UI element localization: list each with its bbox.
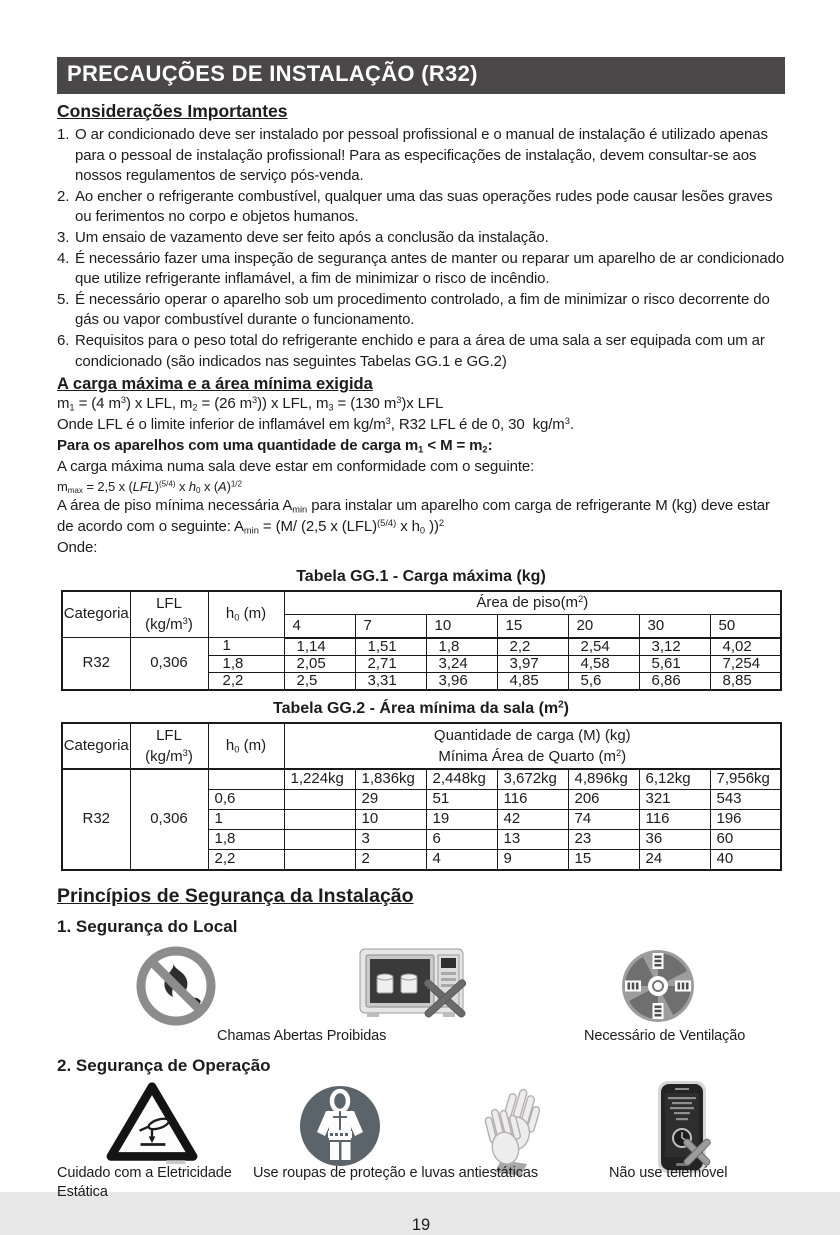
gg1-title: Tabela GG.1 - Carga máxima (kg) (296, 567, 546, 585)
gg2-cell: 4 (426, 849, 497, 870)
list-item (57, 125, 785, 187)
gg1-col-header: 7 (355, 614, 426, 638)
gg2-cell: 206 (568, 789, 639, 809)
gg2-header-lfl-line2: $(kg/m^3)$ (145, 747, 193, 765)
gg2-cell (284, 809, 355, 829)
gg2-kg-header: 7,956kg (710, 769, 781, 790)
gg2-kg-header: 3,672kg (497, 769, 568, 790)
gg1-cell: 6,86 (639, 672, 710, 690)
gg1-header-lfl-line1: LFL (156, 595, 182, 613)
list-item-number: 5. (57, 290, 70, 308)
gg1-cell: 2,5 (284, 672, 355, 690)
gg2-cell: 116 (639, 809, 710, 829)
page-content (57, 57, 785, 1235)
label-nao-use-telemovel: Não use telemóvel (609, 1164, 728, 1181)
gg2-kg-header: 2,448kg (426, 769, 497, 790)
gg2-header-h0: $h_0$ (m) (208, 723, 284, 769)
gg2-header-lfl (130, 723, 208, 769)
seguranca-operacao-icons (57, 1080, 785, 1208)
gg1-cell: 2,54 (568, 638, 639, 656)
microwave-crossed-icon (357, 943, 469, 1027)
gg1-col-header: 20 (568, 614, 639, 638)
gg1-h0-value: 2,2 (208, 672, 284, 690)
list-item (57, 187, 785, 228)
gg2-cell: 543 (710, 789, 781, 809)
heading-para-aparelhos: Para os aparelhos com uma quantidade de carga $m_1 < M = m_2$: (57, 436, 493, 455)
gg1-cell: 1,14 (284, 638, 355, 656)
gg2-header-quantidade-line2: Mínima Área de Quarto $(m^2)$ (438, 747, 627, 765)
gg2-cell: 116 (497, 789, 568, 809)
gg2-cell (284, 829, 355, 849)
gg1-col-header: 4 (284, 614, 355, 638)
gg2-kg-header: 1,836kg (355, 769, 426, 790)
gg2-h0-value: 0,6 (208, 789, 284, 809)
list-item-text: Um ensaio de vazamento deve ser feito após a conclusão da instalação. (75, 228, 549, 246)
gg1-cell: 4,85 (497, 672, 568, 690)
tabela-gg1 (61, 590, 782, 691)
gg1-cell: 2,05 (284, 655, 355, 672)
gg2-cell: 3 (355, 829, 426, 849)
page-number: 19 (411, 1215, 431, 1234)
label-ventilacao: Necessário de Ventilação (584, 1027, 746, 1044)
gg1-header-h0: $h_0$ (m) (208, 591, 284, 638)
heading-seguranca-operacao: 2. Segurança de Operação (57, 1055, 271, 1075)
heading-consideracoes: Considerações Importantes (57, 101, 288, 121)
list-item (57, 249, 785, 290)
label-chamas-abertas: Chamas Abertas Proibidas (217, 1027, 387, 1044)
gg2-cell: 15 (568, 849, 639, 870)
list-item-text: É necessário operar o aparelho sob um procedimento controlado, a fim de minimizar o risco decorrente do gás ou vapor combustível durante o funcionamento. (75, 290, 770, 329)
seguranca-local-icons (57, 941, 785, 1047)
gg1-header-categoria: Categoria (62, 591, 130, 638)
list-item-number: 6. (57, 331, 70, 349)
gg2-cell: 6 (426, 829, 497, 849)
gg2-cell: 19 (426, 809, 497, 829)
gg1-lfl-value: 0,306 (130, 638, 208, 690)
gg1-col-header: 50 (710, 614, 781, 638)
gg2-kg-header: 4,896kg (568, 769, 639, 790)
gg2-cell: 24 (639, 849, 710, 870)
gg1-cell: 3,96 (426, 672, 497, 690)
gg2-cell: 29 (355, 789, 426, 809)
gg2-header-categoria: Categoria (62, 723, 130, 769)
gg1-header-area: Área de $piso(m^2)$ (284, 591, 781, 615)
gg2-h0-value: 1,8 (208, 829, 284, 849)
gg1-cell: 2,2 (497, 638, 568, 656)
gg1-cell: 2,71 (355, 655, 426, 672)
gg2-cell: 40 (710, 849, 781, 870)
gg1-cell: 3,31 (355, 672, 426, 690)
list-item (57, 331, 785, 372)
gg1-header-lfl-line2: $(kg/m^3)$ (145, 616, 193, 634)
list-item-number: 3. (57, 228, 70, 246)
label-eletricidade-estatica: Cuidado com a Eletricidade Estática (57, 1164, 232, 1200)
consideracoes-list (57, 125, 785, 372)
list-item-number: 1. (57, 126, 70, 143)
gg2-cell (284, 789, 355, 809)
gg2-header-lfl-line1: LFL (156, 726, 182, 744)
list-item-text: É necessário fazer uma inspeção de segurança antes de manter ou reparar um aparelho de ar condicionado que utilize refrigerante inflamável, a fim de minimizar o risco de incêndio. (75, 249, 785, 288)
gg2-cell: 74 (568, 809, 639, 829)
gg1-cell: 3,24 (426, 655, 497, 672)
gg2-header-quantidade (284, 723, 781, 769)
gg2-cell: 10 (355, 809, 426, 829)
gg2-h0-value (208, 769, 284, 790)
gg2-cell: 36 (639, 829, 710, 849)
formula-m123: $m_1 = (4$ $m^3$) x LFL, $m_2 = (26$ $m^3$)) x LFL, $m_3 = (130$ $m^3)x$ LFL (57, 395, 444, 413)
gg1-cell: 4,02 (710, 638, 781, 656)
text-conformidade: A carga máxima numa sala deve estar em conformidade com o seguinte: (57, 457, 535, 475)
gg2-kg-header: 1,224kg (284, 769, 355, 790)
gg2-h0-value: 1 (208, 809, 284, 829)
list-item (57, 290, 785, 331)
gg1-h0-value: 1,8 (208, 655, 284, 672)
gg1-cell: 3,12 (639, 638, 710, 656)
ventilation-fan-icon (619, 947, 697, 1025)
gg1-categoria-value: R32 (62, 638, 130, 690)
gg2-cell: 9 (497, 849, 568, 870)
gg2-cell: 13 (497, 829, 568, 849)
gg1-cell: 1,51 (355, 638, 426, 656)
list-item-text: Ao encher o refrigerante combustível, qualquer uma das suas operações rudes pode causar lesões graves ou ferimentos no corpo e objetos humanos. (75, 187, 773, 226)
gg1-cell: 8,85 (710, 672, 781, 690)
gg2-cell: 42 (497, 809, 568, 829)
page-title: PRECAUÇÕES DE INSTALAÇÃO (R32) (57, 57, 785, 94)
formula-amin: A área de piso mínima necessária $A_{min}$ para instalar um aparelho com carga de refrigerante M (kg) deve estar de acordo com o seguinte: $A_{min} = (M/$ (2,5 x (LFL)$^{(5/4)}$ x $h_0$ ))$^2$ (57, 497, 770, 536)
gg2-cell: 2 (355, 849, 426, 870)
list-item-number: 4. (57, 249, 70, 267)
no-open-flame-icon (133, 943, 219, 1029)
gg2-cell: 23 (568, 829, 639, 849)
gg1-cell: 4,58 (568, 655, 639, 672)
gg2-cell: 196 (710, 809, 781, 829)
gg1-col-header: 10 (426, 614, 497, 638)
gg2-h0-value: 2,2 (208, 849, 284, 870)
list-item (57, 228, 785, 249)
heading-carga-maxima: A carga máxima e a área mínima exigida (57, 375, 373, 394)
protective-suit-icon (299, 1080, 381, 1172)
gg1-h0-value: 1 (208, 638, 284, 656)
gg2-cell: 51 (426, 789, 497, 809)
gg2-cell: 60 (710, 829, 781, 849)
text-onde-lfl: Onde LFL é o limite inferior de inflamável em $kg/m^3$, R32 LFL é de 0, 30 $kg/m^3$. (57, 415, 574, 433)
gg1-cell: 5,6 (568, 672, 639, 690)
antistatic-gloves-icon (471, 1080, 549, 1176)
gg2-categoria-value: R32 (62, 769, 130, 870)
tabela-gg2 (61, 722, 782, 871)
list-item-text: Requisitos para o peso total do refrigerante enchido e para a área de uma sala a ser equipada com um ar condicionado (são indicados nas seguintes Tabelas GG.1 e GG.2) (75, 331, 765, 370)
gg2-lfl-value: 0,306 (130, 769, 208, 870)
gg2-cell (284, 849, 355, 870)
list-item-text: O ar condicionado deve ser instalado por pessoal profissional e o manual de instalação é utilizado apenas para o pessoal de instalação profissional! Para as especificações de instalação, devem consultar-se aos nossos regulamentos de serviço pós-venda. (75, 126, 768, 185)
gg1-cell: 5,61 (639, 655, 710, 672)
gg2-kg-header: 6,12kg (639, 769, 710, 790)
static-electricity-warning-icon (103, 1080, 201, 1166)
gg1-cell: 1,8 (426, 638, 497, 656)
formula-mmax: $m_{max} = 2,5$ x (LFL)$^{(5/4)}$ x $h_0$ x $(A)^{1/2}$ (57, 479, 243, 496)
gg1-col-header: 15 (497, 614, 568, 638)
list-item-number: 2. (57, 187, 70, 205)
label-roupas-protecao: Use roupas de proteção e luvas antiestáticas (253, 1164, 538, 1181)
heading-seguranca-local: 1. Segurança do Local (57, 916, 238, 936)
gg1-cell: 3,97 (497, 655, 568, 672)
gg1-header-lfl (130, 591, 208, 638)
gg2-title: Tabela GG.2 - Área mínima da sala $(m^2)$ (273, 699, 569, 717)
gg1-col-header: 30 (639, 614, 710, 638)
gg2-cell: 321 (639, 789, 710, 809)
gg2-header-quantidade-line1: Quantidade de carga (M) (kg) (433, 726, 631, 744)
text-onde: Onde: (57, 538, 98, 556)
gg1-cell: 7,254 (710, 655, 781, 672)
heading-principios: Princípios de Segurança da Instalação (57, 884, 414, 907)
